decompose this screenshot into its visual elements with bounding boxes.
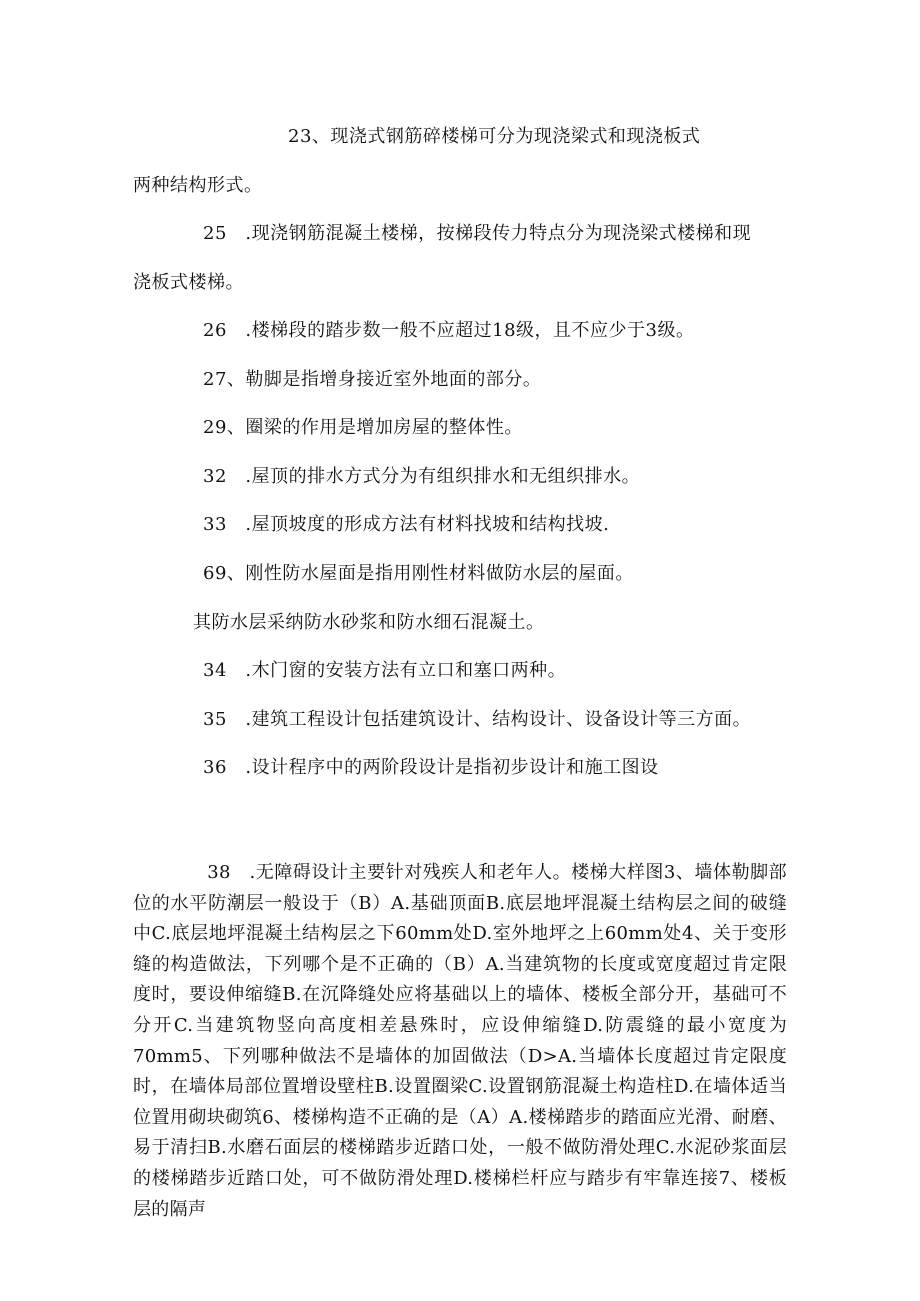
item-23-line-2: 两种结构形式。 [133,175,263,196]
item-26: 26 .楼梯段的踏步数一般不应超过18级，且不应少于3级。 [203,320,695,341]
item-25-line-1: 25 .现浇钢筋混凝土楼梯，按梯段传力特点分为现浇梁式楼梯和现 [203,223,752,244]
item-32: 32 .屋顶的排水方式分为有组织排水和无组织排水。 [203,466,641,487]
item-35: 35 .建筑工程设计包括建筑设计、结构设计、设备设计等三方面。 [203,709,752,730]
item-69-line-1: 69、刚性防水屋面是指用刚性材料做防水层的屋面。 [203,563,634,584]
item-25-line-2: 浇板式楼梯。 [133,272,244,293]
item-36: 36 .设计程序中的两阶段设计是指初步设计和施工图设 [203,757,659,778]
item-23-line-1: 23、现浇式钢筋碎楼梯可分为现浇梁式和现浇板式 [288,126,701,147]
item-29: 29、圈梁的作用是增加房屋的整体性。 [203,417,523,438]
item-34: 34 .木门窗的安装方法有立口和塞口两种。 [203,660,567,681]
item-27: 27、勒脚是指增身接近室外地面的部分。 [203,369,542,390]
item-69-line-2: 其防水层采纳防水砂浆和防水细石混凝土。 [193,612,545,633]
item-33: 33 .屋顶坡度的形成方法有材料找坡和结构找坡. [203,514,610,535]
item-38-paragraph: 38 .无障碍设计主要针对残疾人和老年人。楼梯大样图3、墙体勒脚部位的水平防潮层一般设于（B）A.基础顶面B.底层地坪混凝土结构层之间的破缝中C.底层地坪混凝土结构层之下60mm处D.室外地坪之上60mm处4、关于变形缝的构造做法，下列哪个是不正确的（B）A.当建筑物的长度或宽度超过肯定限度时，要设伸缩缝B.在沉降缝处应将基础以上的墙体、楼板全部分开，基础可不分开C.当建筑物竖向高度相差悬殊时，应设伸缩缝D.防震缝的最小宽度为70mm5、下列哪种做法不是墙体的加固做法（D>A.当墙体长度超过肯定限度时，在墙体局部位置增设壁柱B.设置圈梁C.设置钢筋混凝土构造柱D.在墙体适当位置用砌块砌筑6、楼梯构造不正确的是（A）A.楼梯踏步的踏面应光滑、耐磨、易于清扫B.水磨石面层的楼梯踏步近踏口处，一般不做防滑处理C.水泥砂浆面层的楼梯踏步近踏口处，可不做防滑处理D.楼梯栏杆应与踏步有牢靠连接7、楼板层的隔声 [133,862,787,1220]
